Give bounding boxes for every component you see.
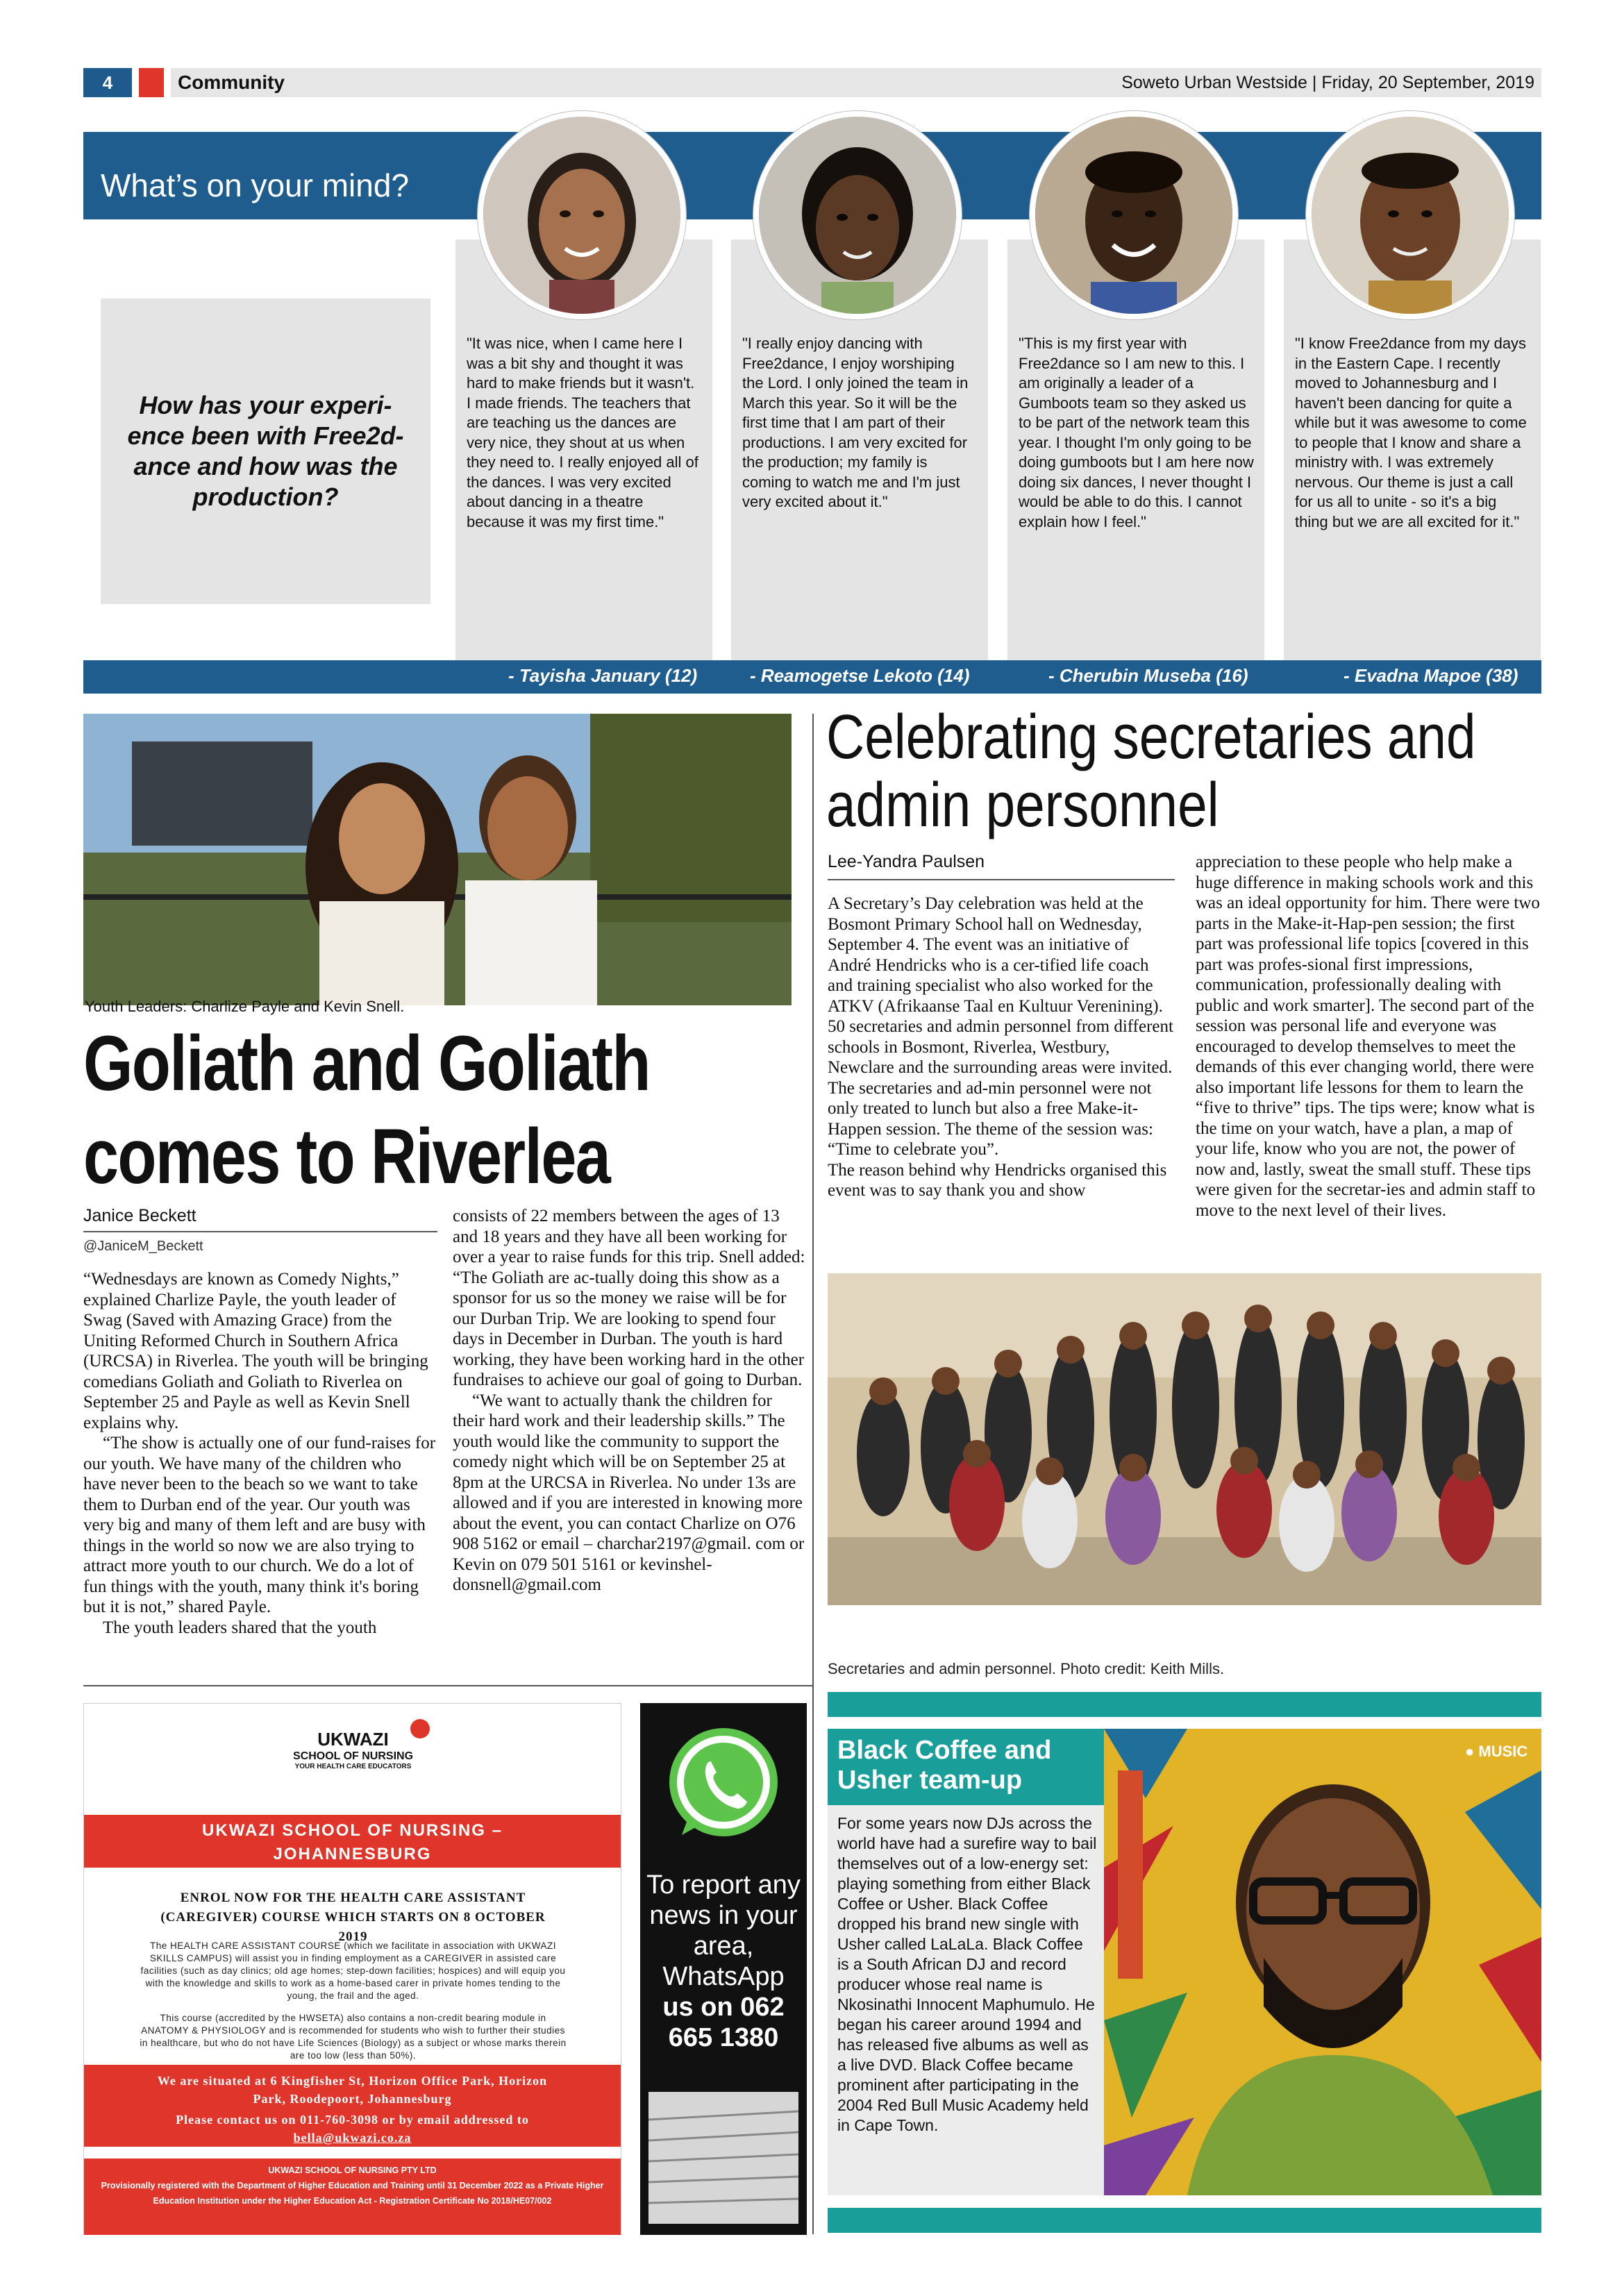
- byline-rule: [83, 1231, 437, 1232]
- black-coffee-body: For some years now DJs across the world have had a surefire way to bail themselves out of a low-energy set: playing something from either Black Coffee or Usher. Black Coffee dropped his brand new single with Usher called LaLaLa. Black Coffee is a South African DJ and record producer whose real name is Nkosinathi Innocent Maphumulo. He began his career around 1994 and has released five albums as well as a live DVD. Black Coffee became prominent after participating in the 2004 Red Bull Music Academy held in Cape Town.: [837, 1814, 1097, 2134]
- section-title: Community: [178, 72, 285, 93]
- secretaries-p1: A Secretary’s Day celebration was held at the Bosmont Primary School hall on Wednesday, September 4. The event was an initiative of André Hendricks who is a cer-tified life coach and training specialist who also worked for the ATKV (Afrikaanse Taal en Kultuur Verenining).: [828, 894, 1163, 1016]
- ukwazi-logo: [84, 1719, 622, 1770]
- woym-name-3: - Cherubin Museba (16): [1048, 665, 1248, 686]
- ukwazi-contact-text: Please contact us on 011-760-3098 or by email addressed to: [176, 2113, 529, 2127]
- ukwazi-small-1: The HEALTH CARE ASSISTANT COURSE (which we facilitate in association with UKWAZI SKILLS CAMPUS) will assist you in finding employment as a CAREGIVER in assisted care facilities (such as day clinics; old age homes; step-down facilities; hospices) and will equip you with the knowledge and skills to work as a home-based carer in private homes tending to the young, the frail and the aged.: [140, 1941, 566, 2001]
- newspaper-stack-image: [648, 2092, 798, 2224]
- woym-quote-2: "I really enjoy dancing with Free2dance, I enjoy worshiping the Lord. I only joined the team in March this year. So it will be the first time that I am part of their productions. I am very excited for the production; my family is coming to watch me and I'm just very excited about it.": [742, 335, 969, 510]
- column-divider: [812, 714, 814, 2234]
- ukwazi-enrol: ENROL NOW FOR THE HEALTH CARE ASSISTANT (CAREGIVER) COURSE WHICH STARTS ON 8 OCTOBER 2019: [160, 1891, 546, 1944]
- dateline: Soweto Urban Westside | Friday, 20 September, 2019: [1121, 72, 1534, 92]
- goliath-p5: “We want to actually thank the children for their hard work and their leadership skills.” The youth would like the community to support the comedy night which will be on September 25 at 8pm at the URCSA in Riverlea. No under 13s are allowed and if you are interested in knowing more about the event, you can contact Charlize on O76 908 5162 or email – charchar2197@gmail. com or Kevin on 079 501 5161 or kevinshel-donsnell@gmail.com: [453, 1391, 805, 1594]
- secretaries-col-2: [1196, 852, 1543, 1221]
- secretaries-photo: [828, 1273, 1541, 1605]
- goliath-headline-1: Goliath and Goliath: [83, 1020, 650, 1107]
- woym-quote-1: "It was nice, when I came here I was a bit shy and thought it was hard to make friends but it wasn't. I made friends. The teachers that are teaching us the dances are very nice, they shout at us when they need to. I really enjoyed all of the dances. I was very excited about dancing in a theatre because it was my first time.": [467, 335, 698, 530]
- youth-leaders-caption: Youth Leaders: Charlize Payle and Kevin Snell.: [85, 998, 405, 1015]
- goliath-headline-2: comes to Riverlea: [83, 1113, 610, 1200]
- whatsapp-text: [640, 1870, 807, 2053]
- secretaries-p2: 50 secretaries and admin personnel from different schools in Bosmont, Riverlea, Westbury, Newclare and the surrounding areas were invited. The secretaries and ad-min personnel were not only treated to lunch but also a free Make-it-Happen session. The theme of the session was: “Time to celebrate you”.: [828, 1017, 1173, 1159]
- whatsapp-icon: [662, 1724, 785, 1846]
- ukwazi-contact-box: [84, 2065, 621, 2147]
- ukwazi-footer: [84, 2159, 621, 2235]
- ukwazi-logo-name: UKWAZI: [317, 1729, 389, 1750]
- secretaries-headline-1: Celebrating secretaries and: [826, 703, 1476, 772]
- woym-quote-4: "I know Free2dance from my days in the Eastern Cape. I recently moved to Johannesburg and I haven't been dancing for quite a while but it was awesome to come to people that I know and share a ministry with. I was extremely nervous. Our theme is just a call for us all to unite - so it's a big thing but we are all excited for it.": [1295, 335, 1527, 530]
- page-number: 4: [83, 68, 132, 97]
- portrait-cherubin: [1030, 111, 1238, 319]
- whatsapp-ad: [640, 1703, 807, 2235]
- whatsapp-number[interactable]: us on 062 665 1380: [662, 1993, 785, 2052]
- goliath-bottom-rule: [83, 1685, 812, 1686]
- goliath-p3: The youth leaders shared that the youth: [103, 1618, 377, 1637]
- goliath-byline: Janice Beckett: [83, 1206, 196, 1225]
- secretaries-p3: The reason behind why Hendricks organised this event was to say thank you and show: [828, 1160, 1167, 1200]
- goliath-p2: “The show is actually one of our fund-raises for our youth. We have many of the children who have never been to the beach so we want to take them to Durban end of the year. Our youth was very big and many of them left and are busy with things in the world so now we are also trying to attract more youth to our church. We do a lot of fun things with the youth, many think it's boring but it is not,” shared Payle.: [83, 1434, 436, 1616]
- woym-name-2: - Reamogetse Lekoto (14): [750, 665, 970, 686]
- secretaries-caption: Secretaries and admin personnel. Photo credit: Keith Mills.: [828, 1660, 1225, 1677]
- secretaries-byline: Lee-Yandra Paulsen: [828, 852, 985, 871]
- youth-leaders-photo: [83, 714, 792, 1005]
- woym-quote-3: "This is my first year with Free2dance so I am new to this. I am originally a leader of a Gumboots team so they asked us to be part of the network team this year. I thought I'm only going to be doing gumboots but I am here now doing six dances, I never thought I would be able to do this. I cannot explain how I feel.": [1019, 335, 1254, 530]
- apple-music-label: MUSIC: [1478, 1743, 1528, 1760]
- secretaries-p4: appreciation to these people who help make a huge difference in making schools work and this was an ideal opportunity for him. There were two parts in the Make-it-Hap-pen session; the first part was professional life topics [covered in this part was profes-sional first impressions, communication, professionally dealing with public and work smarter]. The second part of the session was personal life and everyone was encouraged to develop themselves to meet the demands of this ever changing world, there were also important life lessons for them to learn the “five to thrive” tips. The tips were; know what is the time on your watch, have a plan, a map of your life, know who you are not, the power of now and, lastly, sweat the small stuff. These tips were given for the secretar-ies and admin staff to move to the next level of their lives.: [1196, 853, 1540, 1220]
- ukwazi-logo-icon: [410, 1719, 430, 1738]
- portrait-tayisha: [478, 111, 686, 319]
- ukwazi-ad: [83, 1703, 621, 2235]
- apple-icon: ●: [1465, 1743, 1475, 1760]
- goliath-handle[interactable]: @JaniceM_Beckett: [83, 1239, 203, 1254]
- header-bar: [171, 68, 1541, 97]
- woym-name-1: - Tayisha January (12): [508, 665, 698, 686]
- goliath-col-1: [83, 1269, 436, 1638]
- secretaries-col-1: [828, 894, 1175, 1201]
- ukwazi-logo-sub: SCHOOL OF NURSING: [292, 1750, 414, 1762]
- goliath-p4: consists of 22 members between the ages of 13 and 18 years and they have all been working for over a year to raise funds for this trip. Snell added: “The Goliath are ac-tually doing this show as a sponsor for us so the money we raise will be for our Durban Trip. We are looking to spend four days in December in Durban. The youth is hard working, they have been working hard in the other fundraises to achieve our goal of going to Durban.: [453, 1207, 805, 1389]
- woym-question-box: [101, 299, 430, 604]
- goliath-col-2: [453, 1206, 805, 1595]
- woym-question: How has your experi-ence been with Free2d-ance and how was the production?: [127, 391, 404, 511]
- ukwazi-banner: UKWAZI SCHOOL OF NURSING – JOHANNESBURG: [84, 1815, 621, 1868]
- portrait-evadna: [1306, 111, 1514, 319]
- woym-name-4: - Evadna Mapoe (38): [1343, 665, 1518, 686]
- black-coffee-image: [1104, 1729, 1541, 2195]
- goliath-p1: “Wednesdays are known as Comedy Nights,” explained Charlize Payle, the youth leader of Swag (Saved with Amazing Grace) from the Uniting Reformed Church in Southern Africa (URCSA) in Riverlea. The youth will be bringing comedians Goliath and Goliath to Riverlea on September 25 and Payle as well as Kevin Snell explains why.: [83, 1270, 428, 1432]
- byline-rule-2: [828, 879, 1175, 880]
- woym-title: What’s on your mind?: [101, 167, 410, 203]
- ukwazi-footer-text: Provisionally registered with the Department of Higher Education and Training until 31 December 2022 as a Private Higher Education Institution under the Higher Education Act - Registration Certificate No 2018/HE07/002: [101, 2181, 604, 2206]
- ukwazi-small-2: This course (accredited by the HWSETA) also contains a non-credit bearing module in ANATOMY & PHYSIOLOGY and is recommended for students who wish to further their studies in healthcare, but who do not have Life Sciences (Biology) as a subject or whose marks therein are too low (less than 50%).: [140, 2013, 567, 2061]
- section-marker: [139, 68, 164, 97]
- whatsapp-text-1: To report any news in your area, WhatsApp: [646, 1870, 801, 1991]
- secretaries-headline-2: admin personnel: [826, 771, 1219, 840]
- teal-strip-top: [828, 1692, 1541, 1717]
- apple-music-brand: [1465, 1743, 1527, 1761]
- black-coffee-headline: Black Coffee and Usher team-up: [828, 1729, 1104, 1805]
- ukwazi-contact: [153, 2111, 551, 2147]
- ukwazi-address: We are situated at 6 Kingfisher St, Horizon Office Park, Horizon Park, Roodepoort, Johannesburg: [157, 2074, 548, 2106]
- portrait-reamogetse: [753, 111, 962, 319]
- ukwazi-footer-title: UKWAZI SCHOOL OF NURSING PTY LTD: [268, 2165, 437, 2175]
- teal-strip-bottom: [828, 2208, 1541, 2233]
- ukwazi-email-link[interactable]: bella@ukwazi.co.za: [293, 2131, 412, 2145]
- ukwazi-logo-tag: YOUR HEALTH CARE EDUCATORS: [294, 1763, 412, 1770]
